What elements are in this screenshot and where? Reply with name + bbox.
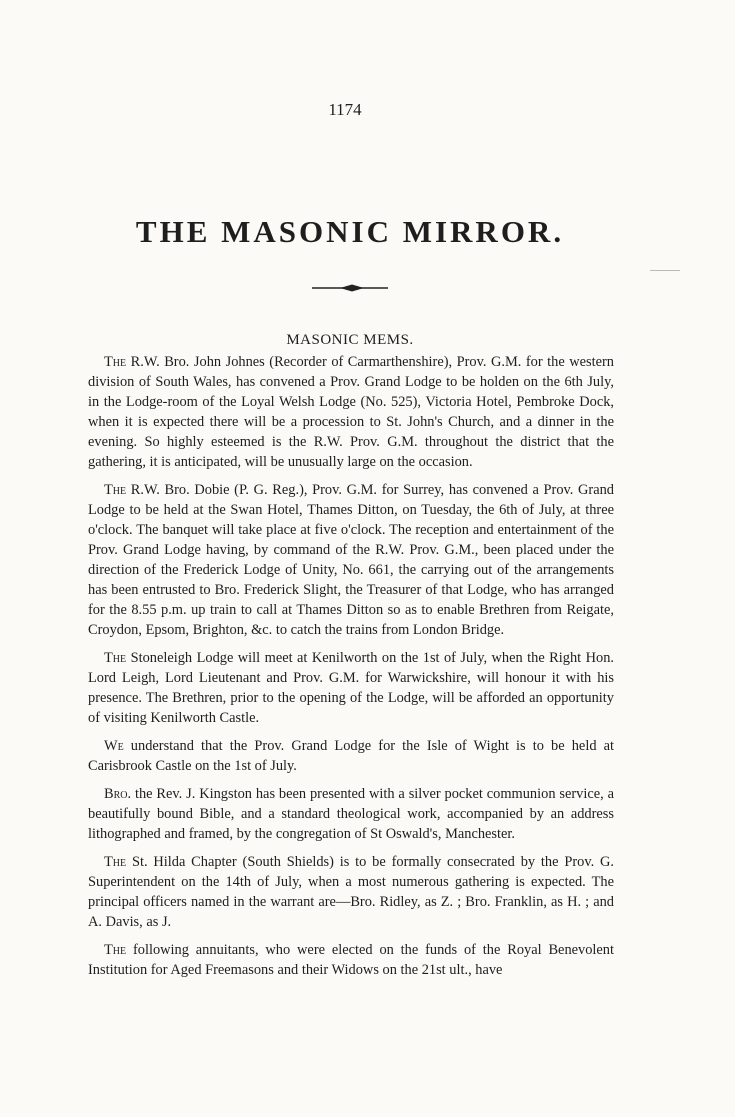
paragraph-1 xyxy=(88,352,614,472)
paragraph-lead: The xyxy=(104,942,127,958)
margin-rule xyxy=(650,270,680,271)
paragraph-text: R.W. Bro. Dobie (P. G. Reg.), Prov. G.M. for Surrey, has convened a Prov. Grand Lodge to be held at the Swan Hotel, Thames Ditton, on Tuesday, the 6th of July, at three o'clock. The banquet will take place at five o'clock. The reception and entertainment of the Prov. Grand Lodge having, by command of the R.W. Prov. G.M., been placed under the direction of the Frederick Lodge of Unity, No. 661, the carrying out of the arrangements has been entrusted to Bro. Frederick Slight, the Treasurer of that Lodge, who has arranged for the 8.55 p.m. up train to call at Thames Ditton so as to enable Brethren from Reigate, Croydon, Epsom, Brighton, &c. to catch the trains from London Bridge. xyxy=(88,482,614,638)
section-title: MASONIC MEMS. xyxy=(286,332,414,348)
paragraph-lead: The xyxy=(104,354,127,370)
paragraph-text: St. Hilda Chapter (South Shields) is to be formally consecrated by the Prov. G. Superintendent on the 14th of July, when a most numerous gathering is expected. The principal officers named in the warrant are—Bro. Ridley, as Z. ; Bro. Franklin, as H. ; and A. Davis, as J. xyxy=(88,854,614,930)
paragraph-text: R.W. Bro. John Johnes (Recorder of Carmarthenshire), Prov. G.M. for the western division of South Wales, has convened a Prov. Grand Lodge to be holden on the 6th July, in the Lodge-room of the Loyal Welsh Lodge (No. 525), Victoria Hotel, Pembroke Dock, when it is expected there will be a procession to St. John's Church, and a dinner in the evening. So highly esteemed is the R.W. Prov. G.M. throughout the district that the gathering, it is anticipated, will be unusually large on the occasion. xyxy=(88,354,614,470)
ornament-rule-icon xyxy=(310,282,390,294)
paragraph-lead: Bro. xyxy=(104,786,132,802)
paragraph-lead: The xyxy=(104,482,127,498)
paragraph-2 xyxy=(88,480,614,640)
paragraph-7 xyxy=(88,940,614,980)
article-body xyxy=(88,352,614,988)
paragraph-text: Stoneleigh Lodge will meet at Kenilworth on the 1st of July, when the Right Hon. Lord Leigh, Lord Lieutenant and Prov. G.M. for Warwickshire, will honour it with his presence. The Brethren, prior to the opening of the Lodge, will be afforded an opportunity of visiting Kenilworth Castle. xyxy=(88,650,614,726)
page-number: 1174 xyxy=(328,100,362,119)
paragraph-4 xyxy=(88,736,614,776)
paragraph-lead: The xyxy=(104,854,127,870)
paragraph-3 xyxy=(88,648,614,728)
paragraph-5 xyxy=(88,784,614,844)
paragraph-lead: We xyxy=(104,738,124,754)
paragraph-6 xyxy=(88,852,614,932)
paragraph-text: the Rev. J. Kingston has been presented with a silver pocket communion service, a beautifully bound Bible, and a standard theological work, accompanied by an address lithographed and framed, by the congregation of St Oswald's, Manchester. xyxy=(88,786,614,842)
paragraph-lead: The xyxy=(104,650,127,666)
masthead-title: THE MASONIC MIRROR. xyxy=(135,214,565,249)
paragraph-text: understand that the Prov. Grand Lodge for the Isle of Wight is to be held at Carisbrook Castle on the 1st of July. xyxy=(88,738,614,774)
paragraph-text: following annuitants, who were elected on the funds of the Royal Benevolent Institution for Aged Freemasons and their Widows on the 21st ult., have xyxy=(88,942,614,978)
